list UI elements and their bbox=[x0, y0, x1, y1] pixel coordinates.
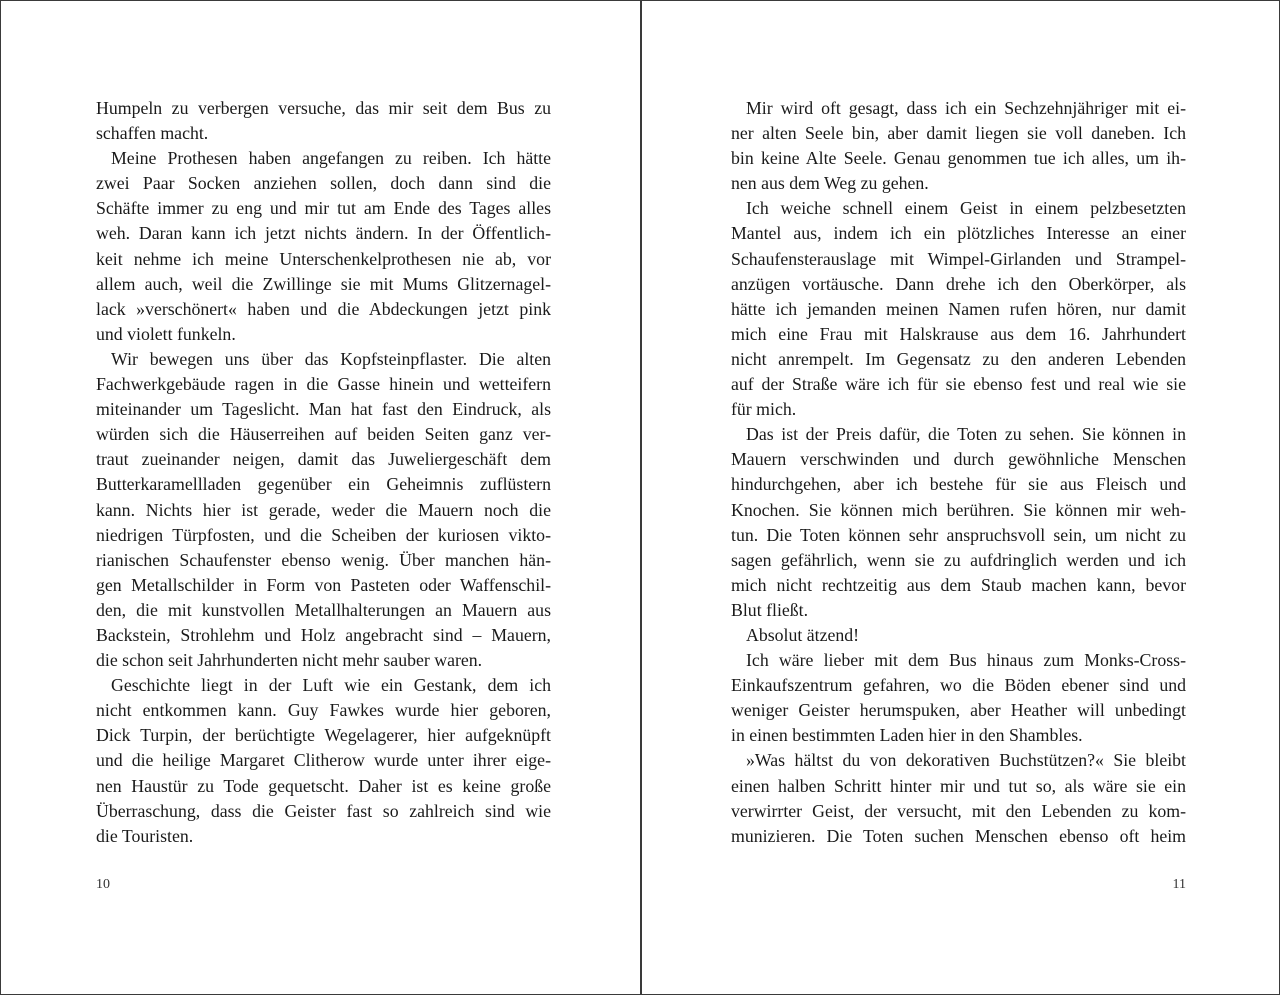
text-line: nen Haustür zu Tode gequetscht. Daher ist es keine große bbox=[96, 775, 551, 796]
text-line: hindurchgehen, aber ich bestehe für sie aus Fleisch und bbox=[731, 474, 1186, 495]
text-line: mich eine Frau mit Halskrause aus dem 16. Jahrhundert bbox=[731, 323, 1186, 344]
page-number: 10 bbox=[96, 877, 110, 892]
right-page bbox=[642, 1, 1279, 994]
text-line: die schon seit Jahrhunderten nicht mehr sauber waren. bbox=[96, 650, 483, 671]
text-line: nicht anrempelt. Im Gegensatz zu den anderen Lebenden bbox=[731, 348, 1186, 369]
text-line: würden sich die Häuserreihen auf beiden Seiten ganz ver- bbox=[96, 424, 551, 445]
text-line: zwei Paar Socken anziehen sollen, doch dann sind die bbox=[96, 173, 551, 194]
text-line: Einkaufszentrum gefahren, wo die Böden ebener sind und bbox=[731, 675, 1186, 696]
text-line: ner alten Seele bin, aber damit liegen sie voll daneben. Ich bbox=[731, 123, 1186, 144]
text-line: Mir wird oft gesagt, dass ich ein Sechzehnjähriger mit ei- bbox=[746, 98, 1186, 118]
text-line: niedrigen Türpfosten, und die Scheiben der kuriosen vikto- bbox=[96, 524, 551, 545]
text-line: allem auch, weil die Zwillinge sie mit Mums Glitzernagel- bbox=[96, 273, 551, 294]
text-line: munizieren. Die Toten suchen Menschen ebenso oft heim bbox=[731, 825, 1186, 846]
text-line: und violett funkeln. bbox=[96, 323, 236, 344]
text-line: auf der Straße wäre ich für sie ebenso fest und real wie sie bbox=[731, 374, 1186, 395]
text-line: kann. Nichts hier ist gerade, weder die Mauern noch die bbox=[96, 499, 551, 520]
text-line: Wir bewegen uns über das Kopfsteinpflaster. Die alten bbox=[111, 348, 551, 369]
left-page-text bbox=[96, 96, 551, 849]
text-line: gen Metallschilder in Form von Pasteten oder Waffenschil- bbox=[96, 574, 551, 595]
right-page-text bbox=[731, 96, 1186, 849]
text-line: mich nicht rechtzeitig aus dem Staub machen kann, bevor bbox=[731, 574, 1186, 595]
text-line: Dick Turpin, der berüchtigte Wegelagerer, hier aufgeknüpft bbox=[96, 725, 551, 746]
text-line: Mantel aus, indem ich ein plötzliches Interesse an einer bbox=[731, 223, 1186, 244]
text-line: Schaufensterauslage mit Wimpel-Girlanden und Strampel- bbox=[731, 248, 1186, 269]
page-number: 11 bbox=[1172, 877, 1186, 892]
text-line: tun. Die Toten können sehr anspruchsvoll sein, um nicht zu bbox=[731, 524, 1186, 545]
text-line: nicht entkommen kann. Guy Fawkes wurde hier geboren, bbox=[96, 700, 551, 721]
text-line: miteinander um Tageslicht. Man hat fast den Eindruck, als bbox=[96, 399, 551, 420]
text-line: rianischen Schaufenster ebenso wenig. Über manchen hän- bbox=[96, 549, 551, 570]
text-line: für mich. bbox=[731, 399, 797, 420]
text-line: Blut fließt. bbox=[731, 599, 809, 620]
text-line: Humpeln zu verbergen versuche, das mir seit dem Bus zu bbox=[96, 98, 551, 118]
left-page bbox=[1, 1, 640, 994]
text-line: einen halben Schritt hinter mir und tut so, als wäre sie ein bbox=[731, 775, 1186, 796]
text-line: bin keine Alte Seele. Genau genommen tue ich alles, um ih- bbox=[731, 148, 1186, 169]
text-line: den, die mit kunstvollen Metallhalterungen an Mauern aus bbox=[96, 599, 551, 620]
text-line: die Touristen. bbox=[96, 825, 194, 846]
text-line: Backstein, Strohlehm und Holz angebracht sind – Mauern, bbox=[96, 624, 551, 645]
text-line: Schäfte immer zu eng und mir tut am Ende des Tages alles bbox=[96, 198, 551, 219]
text-line: Überraschung, dass die Geister fast so zahlreich sind wie bbox=[96, 800, 551, 821]
text-line: verwirrter Geist, der versucht, mit den Lebenden zu kom- bbox=[731, 800, 1186, 821]
text-line: Geschichte liegt in der Luft wie ein Gestank, dem ich bbox=[111, 675, 551, 696]
text-line: und die heilige Margaret Clitherow wurde unter ihrer eige- bbox=[96, 750, 551, 771]
text-line: sagen gefährlich, wenn sie zu aufdringlich werden und ich bbox=[731, 549, 1186, 570]
text-line: lack »verschönert« haben und die Abdeckungen jetzt pink bbox=[96, 298, 551, 319]
text-line: Mauern verschwinden und durch gewöhnliche Menschen bbox=[731, 449, 1186, 470]
text-line: nen aus dem Weg zu gehen. bbox=[731, 173, 929, 194]
text-line: weh. Daran kann ich jetzt nichts ändern. In der Öffentlich- bbox=[96, 223, 551, 244]
text-line: weniger Geister herumspuken, aber Heather will unbedingt bbox=[731, 700, 1186, 721]
text-line: anzügen vortäusche. Dann drehe ich den Oberkörper, als bbox=[731, 273, 1186, 294]
text-line: »Was hältst du von dekorativen Buchstützen?« Sie bleibt bbox=[746, 750, 1186, 771]
text-line: Butterkaramellladen gegenüber ein Geheimnis zuflüstern bbox=[96, 474, 551, 495]
text-line: schaffen macht. bbox=[96, 123, 209, 144]
text-line: Knochen. Sie können mich berühren. Sie können mir weh- bbox=[731, 499, 1186, 520]
text-line: in einen bestimmten Laden hier in den Shambles. bbox=[731, 725, 1083, 746]
text-line: Absolut ätzend! bbox=[746, 624, 860, 645]
text-line: Fachwerkgebäude ragen in die Gasse hinein und wetteifern bbox=[96, 374, 551, 395]
text-line: keit nehme ich meine Unterschenkelprothesen nie ab, vor bbox=[96, 248, 551, 269]
text-line: Meine Prothesen haben angefangen zu reiben. Ich hätte bbox=[111, 148, 551, 169]
text-line: Das ist der Preis dafür, die Toten zu sehen. Sie können in bbox=[746, 424, 1186, 445]
text-line: Ich weiche schnell einem Geist in einem pelzbesetzten bbox=[746, 198, 1186, 219]
text-line: Ich wäre lieber mit dem Bus hinaus zum Monks-Cross- bbox=[746, 650, 1186, 671]
text-line: traut zueinander neigen, damit das Juweliergeschäft dem bbox=[96, 449, 551, 470]
text-line: hätte ich jemanden meinen Namen rufen hören, nur damit bbox=[731, 298, 1186, 319]
